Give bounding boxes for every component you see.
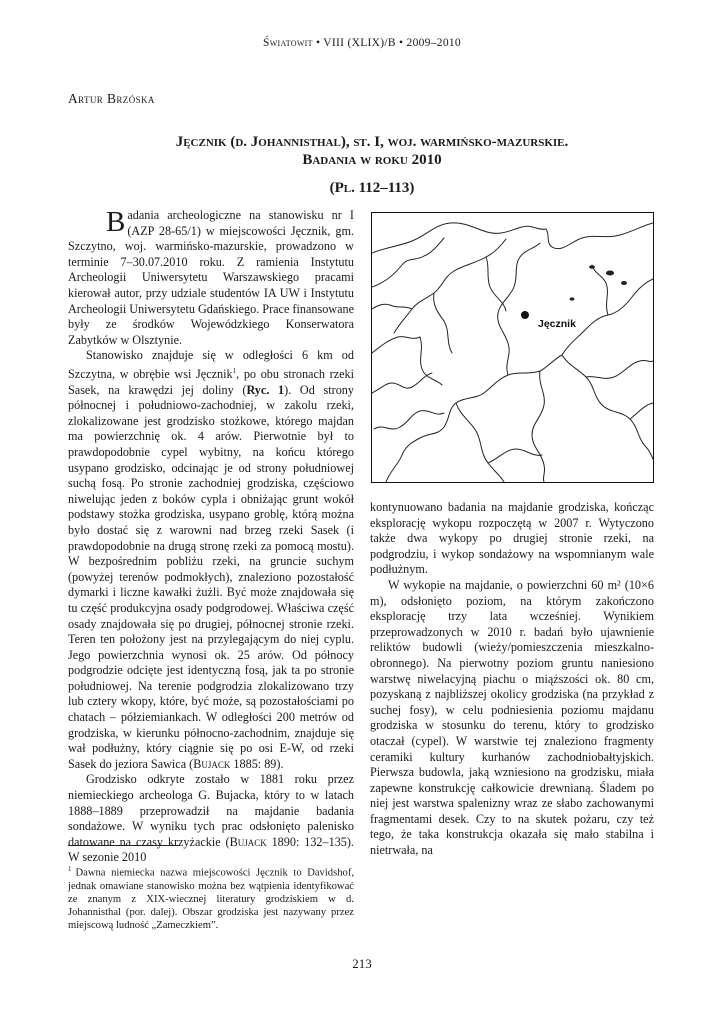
coastline <box>372 223 653 253</box>
title-line-2: Badania w roku 2010 <box>302 152 442 168</box>
paragraph-site-text-d: 1885: 89). <box>230 756 284 771</box>
text-column-right <box>370 500 654 859</box>
footnote-divider <box>68 845 180 846</box>
author-name: Artur Brzóska <box>68 91 155 106</box>
lake <box>621 281 627 285</box>
map-drawing <box>372 213 653 482</box>
drop-cap: B <box>106 206 126 238</box>
paragraph-intro <box>68 208 354 348</box>
river <box>372 238 444 287</box>
plates-reference: (Pl. 112–113) <box>329 180 415 196</box>
lake <box>606 271 614 276</box>
citation-author: Bujack <box>229 834 267 849</box>
footnote <box>68 863 354 932</box>
river <box>374 411 444 429</box>
river <box>562 355 653 459</box>
site-label: Jęcznik <box>538 318 576 330</box>
text-column-left <box>68 208 354 866</box>
river <box>592 265 608 315</box>
page-number: 213 <box>352 956 372 971</box>
paragraph-site-text-a: Stanowisko znajduje się w odległości 6 km od Szczytna, w obrębie wsi Jęcznik <box>68 348 354 381</box>
footnote-ref[interactable]: 1 <box>232 366 237 375</box>
paragraph-intro-text: adania archeologiczne na stanowisku nr I (AZP 28-65/1) w miejscowości Jęcznik, gm. Szczytno, woj. warmińsko-mazurskie, prowadzono w terminie 7–30.07.2010 roku. Z ramienia Instytutu Archeologii Uniwersytetu Warszawskiego pracami kierował autor, przy udziale studentów IA UW i Instytutu Archeologii Uniwersytetu Gdańskiego. Prace finansowane były ze środków Wojewódzkiego Konserwatora Zabytków w Olsztynie. <box>68 208 354 347</box>
paragraph-history-text-b: 1890: 132–135). W sezonie 2010 <box>68 834 354 865</box>
article-title <box>80 133 664 197</box>
river <box>372 337 420 353</box>
citation-author: Bujack <box>193 756 231 771</box>
paragraph-site-text-c: ). Od strony północnej i południowo-zachodniej, w zakolu rzeki, zlokalizowane jest grodzisko stożkowe, którego majdan ma powierzchnię ok. 4 arów. Pierwotnie był to prawdopodobnie cypel wybitny, na końcu którego usypano grodzisko, odcinając je od strony południowej suchą fosą. Po stronie zachodniej grodziska, częściowo niwelując jeden z boków cypla i obniżając grunt wokół podstawy stożka grodziska, usypano groblę, którą można było dostać się z warowni nad brzeg rzeki Sasek (i prawdopodobnie na drugą stronę rzeki za pomocą mostu). W bezpośrednim pobliżu rzeki, na gruncie suchym (powyżej terenów podmokłych), znaleziono pozostałość dymarki i liczne kawałki żużli. Być może znajdowała się tu część produkcyjna osady podgrodowej. Właściwa część osady znajdowała się po drugiej, północnej stronie rzeki. Teren ten położony jest na przylegającym do niej cyplu. Jego powierzchnia wynosi ok. 25 arów. Od północy podgrodzie odcięte jest identyczną fosą, jak ta po stronie południowej. Na terenie podgrodzia zlokalizowano trzy lub cztery wkopy, które, być może, są pozostałościami po chatach – półziemiankach. W odległości 200 metrów od grodziska, w kierunku północno-zachodnim, znajduje się wał podłużny, który ciągnie się po osi E-W, od rzeki Sasek do jeziora Sawica ( <box>68 382 354 771</box>
river <box>372 373 432 393</box>
river <box>456 403 504 482</box>
paragraph-site-text-b: , po obu stronach rzeki Sasek, na krawędzi jej doliny ( <box>68 367 354 397</box>
river <box>630 403 653 419</box>
footnote-number: 1 <box>68 865 72 873</box>
river <box>372 304 412 309</box>
running-head: Światowit • VIII (XLIX)/B • 2009–2010 <box>263 37 461 49</box>
river <box>532 371 545 482</box>
title-line-1: Jęcznik (d. Johannisthal), st. I, woj. warmińsko-mazurskie. <box>175 134 569 150</box>
footnote-text: Dawna niemiecka nazwa miejscowości Jęcznik to Davidshof, jednak omawiane stanowisko można bez wątpienia identyfikować ze znanym z XIX-wiecznej literatury grodziskiem w d. Johannisthal (por. dalej). Obszar grodziska jest nazywany przez miejscową ludność „Zameczkiem”. <box>68 867 354 931</box>
figure-ref[interactable]: Ryc. 1 <box>246 382 285 397</box>
paragraph-continued: kontynuowano badania na majdanie grodziska, kończąc eksplorację wykopu rozpoczętą w 2007 r. Wytyczono także dwa wykopy po drugiej stronie rzeki, na podgrodziu, i wykop sondażowy na wspomnianym wale podłużnym. <box>370 500 654 577</box>
river <box>488 449 542 463</box>
lake <box>589 265 595 269</box>
location-map <box>371 212 654 483</box>
paragraph-excavation: W wykopie na majdanie, o powierzchni 60 m² (10×6 m), odsłonięto poziom, na którym zakończono eksplorację trzy lata wcześniej. Wynikiem przeprowadzonych w 2010 r. badań było ujawnienie reliktów budowli (wieży/pomieszczenia mieszkalno-obronnego). Na pierwotny poziom gruntu naniesiono warstwę niwelacyjną piachu o miąższości ok. 80 cm, pozyskaną z najbliższej okolicy grodziska (na przykład z suchej fosy), w celu podniesienia poziomu majdanu grodziska w stosunku do terenu, który to grodzisko otaczał (cypel). W warstwie tej znaleziono fragmenty ceramiki kultury kurhanów zachodniobałtyjskich. Pierwsza budowla, jaką wzniesiono na grodzisku, miała zapewne konstrukcję całkowicie drewnianą. Śladem po niej jest warstwa spalenizny wraz ze słabo zachowanymi fragmentami desek. Czy to na skutek pożaru, czy też tego, że taka konstrukcja okazała się mało stabilna i nietrwała, na <box>370 577 654 858</box>
river <box>386 355 562 482</box>
lake <box>570 297 575 300</box>
site-marker <box>521 311 529 319</box>
river <box>498 243 540 375</box>
river <box>586 360 653 378</box>
paragraph-history-text-a: Grodzisko odkryte zostało w 1881 roku przez niemieckiego archeologa G. Bujacka, który to w latach 1888–1889 przeprowadził na majdanie badania sondażowe. W wyniku tych prac odsłonięto palenisko datowane na czasy krzyżackie ( <box>68 772 354 849</box>
river <box>434 293 452 353</box>
paragraph-history <box>68 772 354 866</box>
paragraph-site <box>68 348 354 772</box>
